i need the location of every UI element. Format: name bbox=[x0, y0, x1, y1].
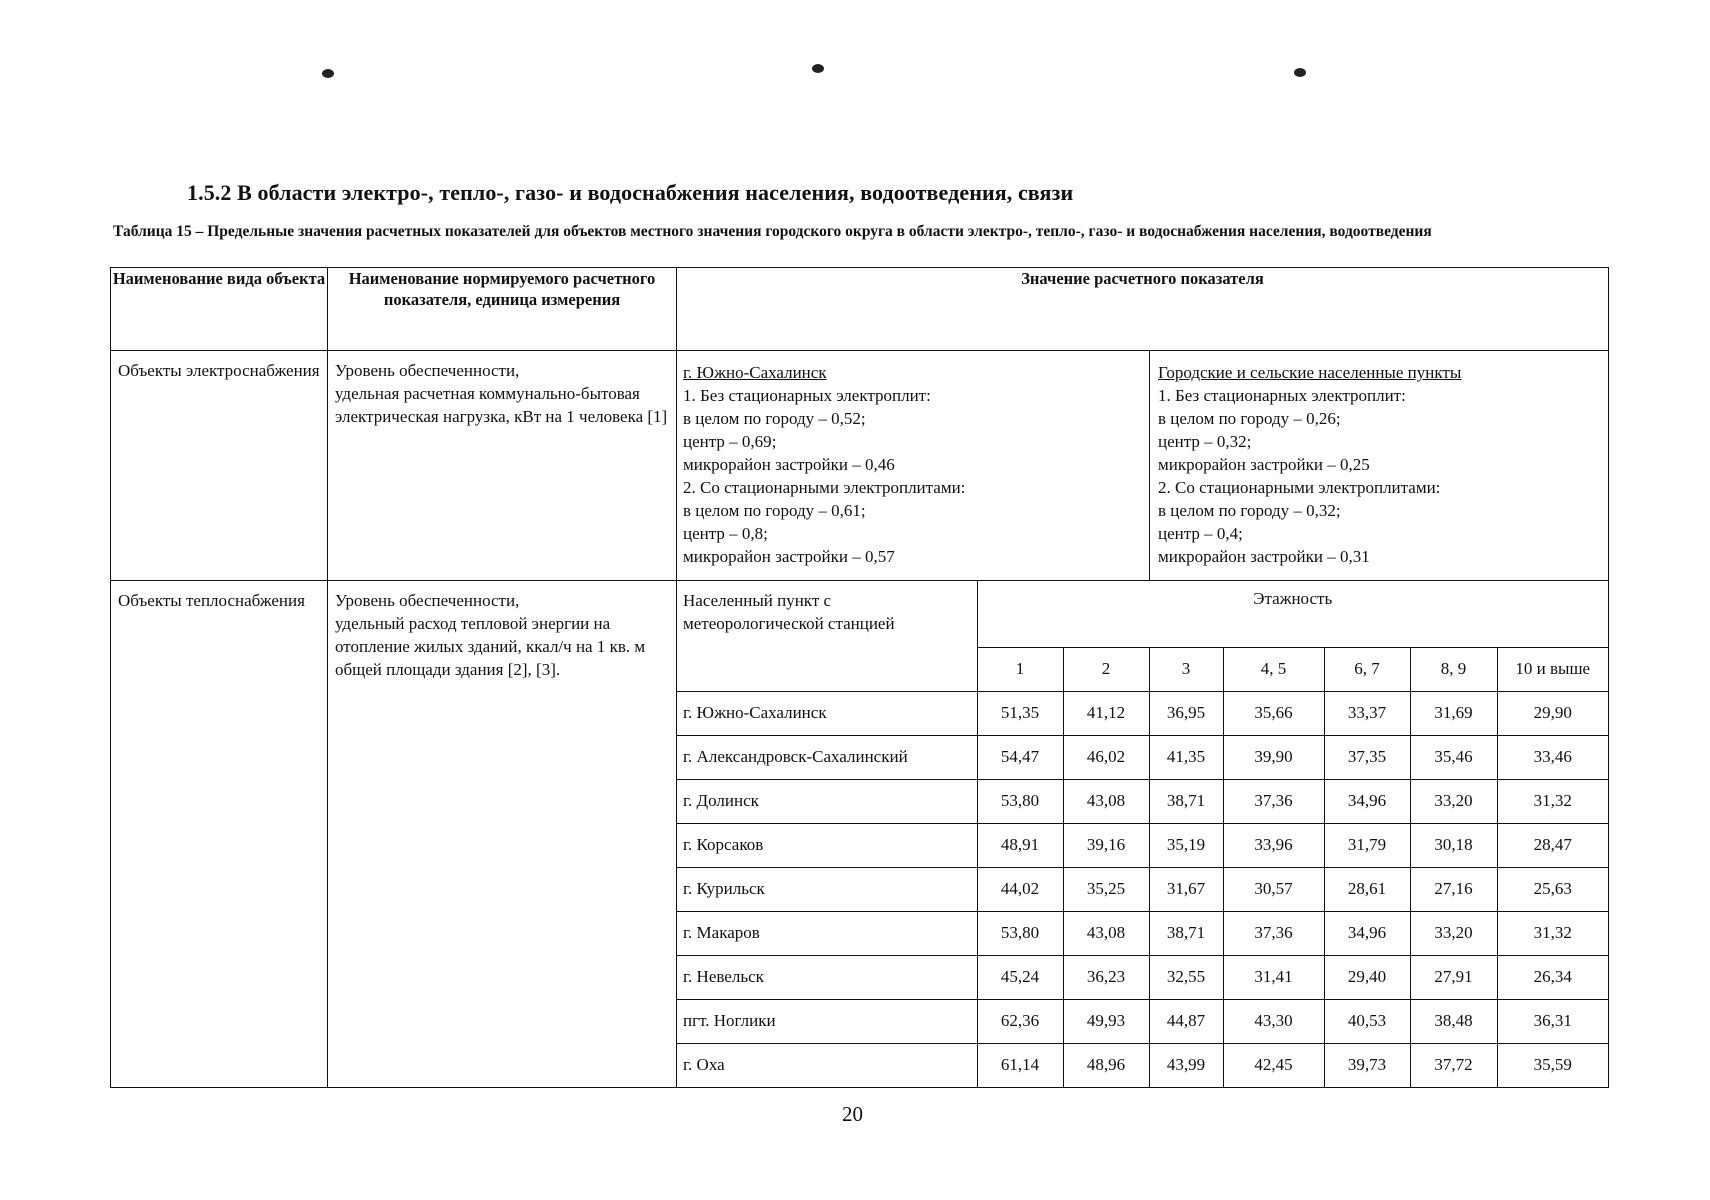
settlement-name: г. Южно-Сахалинск bbox=[677, 691, 977, 735]
electric-settlements-line: микрорайон застройки – 0,31 bbox=[1158, 547, 1370, 566]
heat-value-cell: 26,34 bbox=[1497, 955, 1608, 999]
heat-value-cell: 35,46 bbox=[1410, 735, 1497, 779]
floor-header: 10 и выше bbox=[1497, 647, 1608, 691]
settlement-name: г. Курильск bbox=[677, 867, 977, 911]
heat-value-cell: 33,20 bbox=[1410, 911, 1497, 955]
floor-header: 1 bbox=[977, 647, 1063, 691]
electric-yuzhno-column bbox=[677, 351, 1150, 580]
electric-yuzhno-line: 1. Без стационарных электроплит: bbox=[683, 386, 931, 405]
heat-value-cell: 33,46 bbox=[1497, 735, 1608, 779]
heat-value-cell: 25,63 bbox=[1497, 867, 1608, 911]
electric-settlements-line: микрорайон застройки – 0,25 bbox=[1158, 455, 1370, 474]
settlement-name: г. Корсаков bbox=[677, 823, 977, 867]
table-row bbox=[677, 999, 1608, 1043]
heat-value-cell: 29,40 bbox=[1324, 955, 1410, 999]
punch-hole-mark bbox=[812, 64, 824, 73]
heat-row bbox=[111, 581, 1609, 1088]
heat-value-cell: 34,96 bbox=[1324, 911, 1410, 955]
heat-values-table bbox=[677, 581, 1608, 1087]
heat-value-cell: 31,69 bbox=[1410, 691, 1497, 735]
electric-object-name: Объекты электроснабжения bbox=[118, 361, 320, 380]
heat-value-cell: 53,80 bbox=[977, 911, 1063, 955]
table-row bbox=[677, 691, 1608, 735]
heat-value-cell: 31,32 bbox=[1497, 911, 1608, 955]
heat-value-cell: 27,91 bbox=[1410, 955, 1497, 999]
electric-settlements-line: в целом по городу – 0,26; bbox=[1158, 409, 1341, 428]
heat-value-cell: 45,24 bbox=[977, 955, 1063, 999]
heat-value-cell: 35,25 bbox=[1063, 867, 1149, 911]
electric-settlements-column bbox=[1150, 351, 1608, 580]
electric-row bbox=[111, 351, 1609, 581]
electric-yuzhno-line: микрорайон застройки – 0,46 bbox=[683, 455, 895, 474]
header-indicator: Наименование нормируемого расчетного показателя, единица измерения bbox=[328, 268, 677, 351]
heat-value-cell: 46,02 bbox=[1063, 735, 1149, 779]
table-row bbox=[677, 779, 1608, 823]
heat-value-cell: 27,16 bbox=[1410, 867, 1497, 911]
floors-label: Этажность bbox=[977, 581, 1608, 647]
settlement-name: г. Александровск-Сахалинский bbox=[677, 735, 977, 779]
table-row bbox=[677, 1043, 1608, 1087]
heat-value-cell: 62,36 bbox=[977, 999, 1063, 1043]
settlement-name: г. Оха bbox=[677, 1043, 977, 1087]
heat-value-cell: 44,87 bbox=[1149, 999, 1223, 1043]
electric-yuzhno-line: 2. Со стационарными электроплитами: bbox=[683, 478, 966, 497]
floor-header: 8, 9 bbox=[1410, 647, 1497, 691]
heat-value-cell: 34,96 bbox=[1324, 779, 1410, 823]
electric-settlements-title: Городские и сельские населенные пункты bbox=[1158, 363, 1462, 382]
heat-value-cell: 35,19 bbox=[1149, 823, 1223, 867]
heat-value-cell: 43,08 bbox=[1063, 779, 1149, 823]
table-row bbox=[677, 823, 1608, 867]
heat-value-cell: 39,16 bbox=[1063, 823, 1149, 867]
punch-hole-mark bbox=[322, 69, 334, 78]
electric-yuzhno-line: в целом по городу – 0,61; bbox=[683, 501, 866, 520]
electric-yuzhno-line: микрорайон застройки – 0,57 bbox=[683, 547, 895, 566]
heat-value-cell: 30,57 bbox=[1223, 867, 1324, 911]
table-row bbox=[677, 911, 1608, 955]
section-heading: 1.5.2 В области электро-, тепло-, газо- и водоснабжения населения, водоотведения, связи bbox=[187, 180, 1074, 205]
heat-value-cell: 36,95 bbox=[1149, 691, 1223, 735]
heat-value-cell: 61,14 bbox=[977, 1043, 1063, 1087]
heat-value-cell: 37,72 bbox=[1410, 1043, 1497, 1087]
heat-value-cell: 39,73 bbox=[1324, 1043, 1410, 1087]
heat-value-cell: 41,12 bbox=[1063, 691, 1149, 735]
heat-value-cell: 36,31 bbox=[1497, 999, 1608, 1043]
floor-header: 3 bbox=[1149, 647, 1223, 691]
settlement-name: г. Макаров bbox=[677, 911, 977, 955]
electric-yuzhno-line: в целом по городу – 0,52; bbox=[683, 409, 866, 428]
heat-value-cell: 43,30 bbox=[1223, 999, 1324, 1043]
heat-value-cell: 35,66 bbox=[1223, 691, 1324, 735]
header-object: Наименование вида объекта bbox=[111, 268, 328, 351]
heat-value-cell: 29,90 bbox=[1497, 691, 1608, 735]
heat-value-cell: 44,02 bbox=[977, 867, 1063, 911]
settlement-name: г. Долинск bbox=[677, 779, 977, 823]
heat-value-cell: 41,35 bbox=[1149, 735, 1223, 779]
heat-value-cell: 31,32 bbox=[1497, 779, 1608, 823]
heat-indicator: Уровень обеспеченности, удельный расход тепловой энергии на отопление жилых зданий, ккал/ч на 1 кв. м общей площади здания [2], [3]. bbox=[335, 591, 646, 679]
heat-value-cell: 51,35 bbox=[977, 691, 1063, 735]
heat-value-cell: 40,53 bbox=[1324, 999, 1410, 1043]
heat-value-cell: 32,55 bbox=[1149, 955, 1223, 999]
heat-value-cell: 48,96 bbox=[1063, 1043, 1149, 1087]
heat-value-cell: 37,36 bbox=[1223, 911, 1324, 955]
heat-value-cell: 42,45 bbox=[1223, 1043, 1324, 1087]
heat-value-cell: 28,61 bbox=[1324, 867, 1410, 911]
electric-settlements-line: 2. Со стационарными электроплитами: bbox=[1158, 478, 1441, 497]
header-value: Значение расчетного показателя bbox=[677, 268, 1609, 351]
table-row bbox=[677, 735, 1608, 779]
heat-value-cell: 43,08 bbox=[1063, 911, 1149, 955]
floor-header: 2 bbox=[1063, 647, 1149, 691]
table-row bbox=[677, 955, 1608, 999]
heat-object-name: Объекты теплоснабжения bbox=[118, 591, 305, 610]
electric-yuzhno-line: центр – 0,8; bbox=[683, 524, 768, 543]
floor-header: 6, 7 bbox=[1324, 647, 1410, 691]
heat-value-cell: 48,91 bbox=[977, 823, 1063, 867]
heat-value-cell: 33,96 bbox=[1223, 823, 1324, 867]
heat-value-cell: 36,23 bbox=[1063, 955, 1149, 999]
heat-value-cell: 43,99 bbox=[1149, 1043, 1223, 1087]
electric-settlements-line: в целом по городу – 0,32; bbox=[1158, 501, 1341, 520]
electric-settlements-line: центр – 0,32; bbox=[1158, 432, 1252, 451]
settlement-name: пгт. Ноглики bbox=[677, 999, 977, 1043]
heat-value-cell: 33,20 bbox=[1410, 779, 1497, 823]
electric-yuzhno-title: г. Южно-Сахалинск bbox=[683, 363, 827, 382]
heat-value-cell: 53,80 bbox=[977, 779, 1063, 823]
punch-hole-mark bbox=[1294, 68, 1306, 77]
heat-value-cell: 39,90 bbox=[1223, 735, 1324, 779]
electric-yuzhno-line: центр – 0,69; bbox=[683, 432, 777, 451]
heat-value-cell: 38,71 bbox=[1149, 911, 1223, 955]
heat-value-cell: 54,47 bbox=[977, 735, 1063, 779]
electric-settlements-line: 1. Без стационарных электроплит: bbox=[1158, 386, 1406, 405]
station-label: Населенный пункт с метеорологической станцией bbox=[677, 581, 977, 691]
heat-value-cell: 49,93 bbox=[1063, 999, 1149, 1043]
heat-value-cell: 37,36 bbox=[1223, 779, 1324, 823]
header-row bbox=[111, 268, 1609, 351]
electric-settlements-line: центр – 0,4; bbox=[1158, 524, 1243, 543]
floor-header: 4, 5 bbox=[1223, 647, 1324, 691]
table-row bbox=[677, 867, 1608, 911]
heat-value-cell: 28,47 bbox=[1497, 823, 1608, 867]
heat-value-cell: 33,37 bbox=[1324, 691, 1410, 735]
indicators-table bbox=[110, 267, 1609, 1088]
heat-value-cell: 38,48 bbox=[1410, 999, 1497, 1043]
table-caption: Таблица 15 – Предельные значения расчетных показателей для объектов местного значения городского округа в области электро-, тепло-, газо- и водоснабжения населения, водоотведения bbox=[113, 223, 1432, 240]
heat-value-cell: 37,35 bbox=[1324, 735, 1410, 779]
heat-value-cell: 31,67 bbox=[1149, 867, 1223, 911]
heat-value-cell: 31,41 bbox=[1223, 955, 1324, 999]
heat-value-cell: 30,18 bbox=[1410, 823, 1497, 867]
electric-indicator: Уровень обеспеченности, удельная расчетная коммунально-бытовая электрическая нагрузка, кВт на 1 человека [1] bbox=[335, 361, 668, 426]
electric-values bbox=[677, 351, 1608, 580]
heat-value-cell: 31,79 bbox=[1324, 823, 1410, 867]
settlement-name: г. Невельск bbox=[677, 955, 977, 999]
heat-value-cell: 35,59 bbox=[1497, 1043, 1608, 1087]
heat-value-cell: 38,71 bbox=[1149, 779, 1223, 823]
page-number: 20 bbox=[842, 1102, 863, 1126]
